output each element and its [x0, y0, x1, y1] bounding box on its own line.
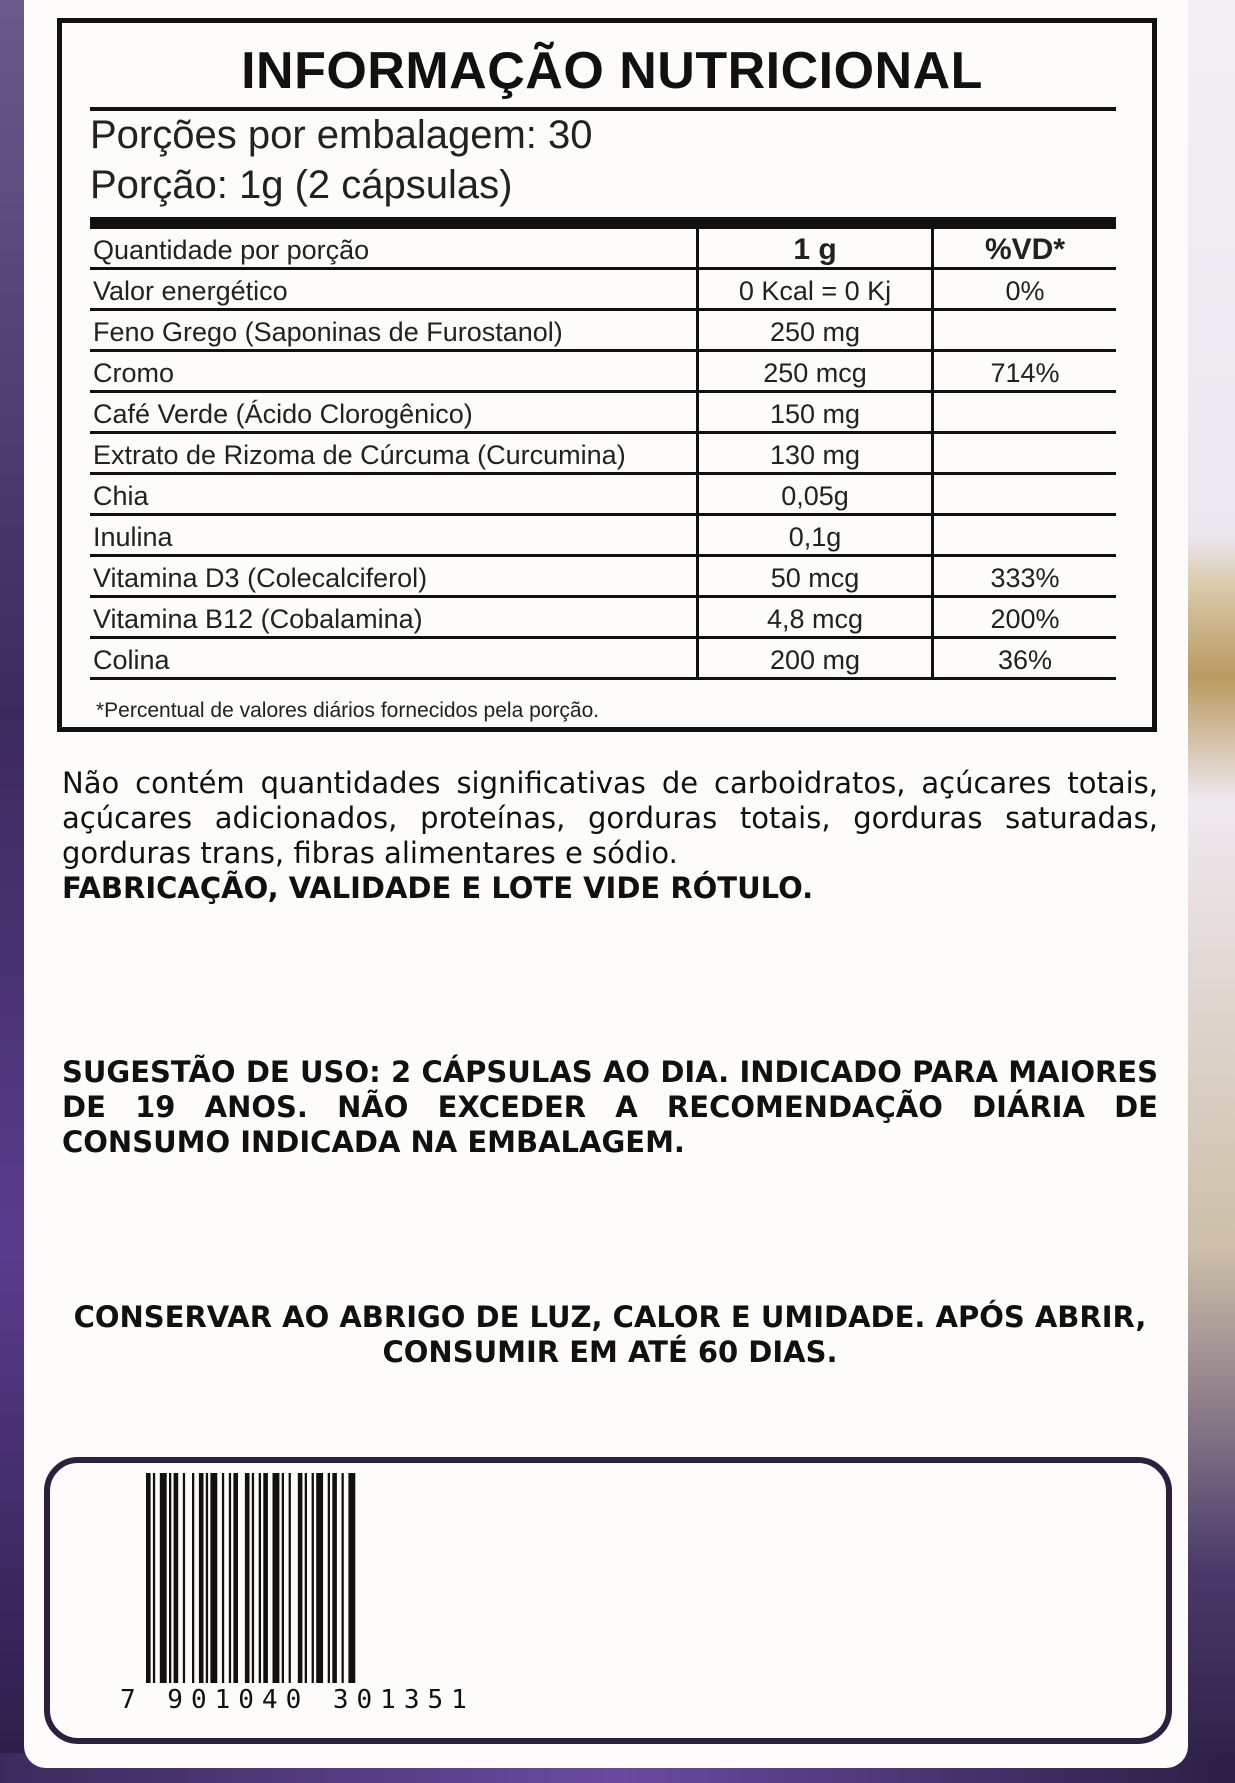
barcode-bar: [153, 1473, 155, 1683]
barcode-bar: [312, 1473, 314, 1683]
nutrient-amount: 4,8 mcg: [698, 597, 933, 638]
barcode-bar: [342, 1473, 344, 1683]
barcode-bar: [174, 1473, 179, 1683]
nutrient-amount: 0,05g: [698, 474, 933, 515]
nutrient-dv: [933, 474, 1117, 515]
barcode-bar: [245, 1473, 250, 1683]
nutrient-name: Valor energético: [90, 269, 698, 310]
servings-per-package: Porções por embalagem: 30: [90, 113, 593, 157]
nutrient-dv: 36%: [933, 638, 1117, 679]
barcode-bar: [289, 1473, 291, 1683]
barcode-icon: [146, 1473, 426, 1705]
label-panel: [24, 0, 1188, 1768]
barcode-bar: [222, 1473, 224, 1683]
barcode-bar: [146, 1473, 151, 1683]
barcode-bar: [328, 1473, 330, 1683]
storage-text: CONSERVAR AO ABRIGO DE LUZ, CALOR E UMIDADE. APÓS ABRIR, CONSUMIR EM ATÉ 60 DIAS.: [73, 1300, 1147, 1369]
barcode-bar: [259, 1473, 261, 1683]
serving-rule: [90, 217, 1116, 229]
nutrient-amount: 0,1g: [698, 515, 933, 556]
table-row: [90, 515, 1116, 556]
barcode-bar: [206, 1473, 208, 1683]
nutrient-dv: [933, 392, 1117, 433]
barcode-bar: [199, 1473, 204, 1683]
barcode-bar: [183, 1473, 185, 1683]
nutrient-amount: 50 mcg: [698, 556, 933, 597]
barcode-bar: [298, 1473, 303, 1683]
barcode-bar: [273, 1473, 280, 1683]
barcode-bar: [160, 1473, 167, 1683]
table-header-row: [90, 229, 1116, 269]
barcode-number: 7 901040 301351: [120, 1685, 475, 1715]
nutrient-name: Extrato de Rizoma de Cúrcuma (Curcumina): [90, 433, 698, 474]
table-row: [90, 556, 1116, 597]
title-rule: [90, 107, 1116, 111]
nutrient-dv: 200%: [933, 597, 1117, 638]
nutrient-name: Cromo: [90, 351, 698, 392]
nutrient-name: Café Verde (Ácido Clorogênico): [90, 392, 698, 433]
table-row: [90, 392, 1116, 433]
nutrient-dv: [933, 433, 1117, 474]
table-row: [90, 269, 1116, 310]
nutrient-amount: 250 mg: [698, 310, 933, 351]
nutrient-name: Inulina: [90, 515, 698, 556]
nutrient-dv: 333%: [933, 556, 1117, 597]
nutrition-facts-box: [57, 18, 1157, 732]
usage-text: SUGESTÃO DE USO: 2 CÁPSULAS AO DIA. INDICADO PARA MAIORES DE 19 ANOS. NÃO EXCEDER A RECOMENDAÇÃO DIÁRIA DE CONSUMO INDICADA NA EMBALAGEM.: [62, 1055, 1158, 1159]
barcode-box: [44, 1457, 1172, 1744]
barcode-bar: [263, 1473, 268, 1683]
barcode-bar: [192, 1473, 194, 1683]
table-row: [90, 433, 1116, 474]
nutrient-dv: 0%: [933, 269, 1117, 310]
nutrient-name: Chia: [90, 474, 698, 515]
barcode-bar: [282, 1473, 284, 1683]
header-daily-value: %VD*: [933, 229, 1117, 269]
serving-size: Porção: 1g (2 cápsulas): [90, 163, 513, 207]
table-row: [90, 310, 1116, 351]
nutrient-name: Feno Grego (Saponinas de Furostanol): [90, 310, 698, 351]
nutrient-name: Vitamina B12 (Cobalamina): [90, 597, 698, 638]
barcode-bar: [233, 1473, 238, 1683]
barcode-bar: [252, 1473, 254, 1683]
nutrient-name: Colina: [90, 638, 698, 679]
nutrient-amount: 130 mg: [698, 433, 933, 474]
barcode-bar: [348, 1473, 355, 1683]
header-quantity: Quantidade por porção: [90, 229, 698, 269]
nutrient-amount: 150 mg: [698, 392, 933, 433]
barcode-bar: [316, 1473, 323, 1683]
barcode-bar: [229, 1473, 231, 1683]
nutrient-name: Vitamina D3 (Colecalciferol): [90, 556, 698, 597]
barcode-bar: [169, 1473, 171, 1683]
table-row: [90, 638, 1116, 679]
barcode-bar: [332, 1473, 337, 1683]
nutrient-amount: 200 mg: [698, 638, 933, 679]
table-row: [90, 597, 1116, 638]
nutrition-table: [90, 229, 1116, 680]
daily-value-footnote: *Percentual de valores diários fornecidos pela porção.: [96, 699, 600, 722]
table-row: [90, 474, 1116, 515]
background-right-edge: [1185, 0, 1235, 1783]
table-row: [90, 351, 1116, 392]
nutrient-dv: [933, 515, 1117, 556]
header-portion: 1 g: [698, 229, 933, 269]
manufacture-text: FABRICAÇÃO, VALIDADE E LOTE VIDE RÓTULO.: [62, 871, 814, 905]
nutrition-title: INFORMAÇÃO NUTRICIONAL: [241, 42, 983, 100]
barcode-bar: [305, 1473, 307, 1683]
barcode-bar: [210, 1473, 217, 1683]
not-contains-text: Não contém quantidades significativas de carboidratos, açúcares totais, açúcares adicionados, proteínas, gorduras totais, gorduras saturadas, gorduras trans, fibras alimentares e sódio.: [62, 766, 1158, 870]
nutrient-amount: 0 Kcal = 0 Kj: [698, 269, 933, 310]
nutrient-dv: [933, 310, 1117, 351]
nutrient-dv: 714%: [933, 351, 1117, 392]
nutrient-amount: 250 mcg: [698, 351, 933, 392]
